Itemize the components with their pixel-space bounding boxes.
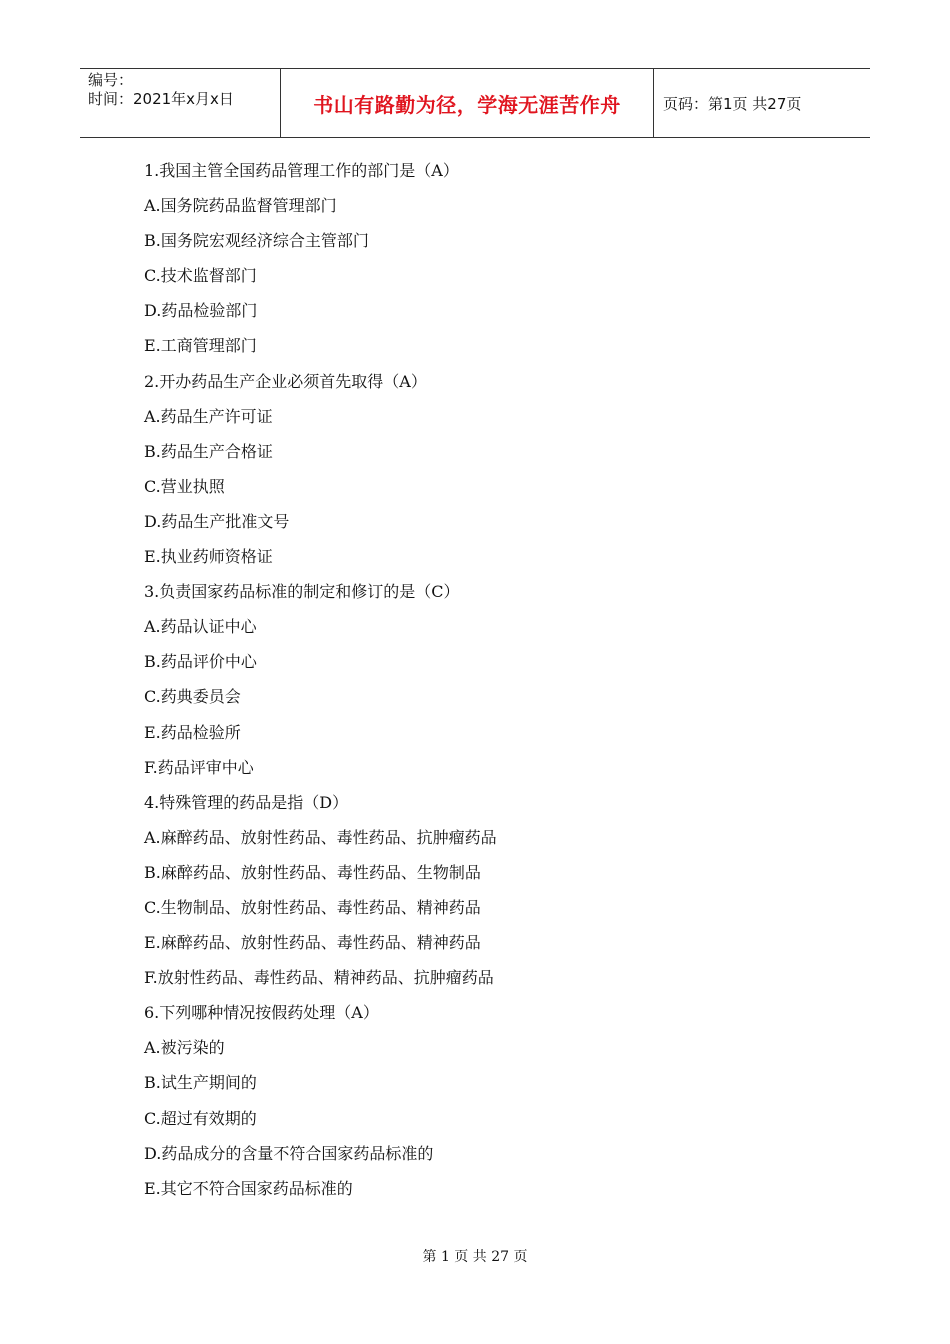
text-line: 4.特殊管理的药品是指（D）: [144, 792, 349, 812]
text-line: D.药品生产批准文号: [144, 511, 290, 531]
text-line: E.麻醉药品、放射性药品、毒性药品、精神药品: [144, 933, 481, 953]
text-line: B.国务院宏观经济综合主管部门: [144, 231, 369, 251]
text-line: C.药典委员会: [144, 687, 241, 707]
text-line: C.技术监督部门: [144, 266, 257, 286]
text-line: C.生物制品、放射性药品、毒性药品、精神药品: [144, 897, 481, 917]
header-meta: [80, 69, 281, 137]
text-line: B.药品评价中心: [144, 652, 257, 672]
text-line: 6.下列哪种情况按假药处理（A）: [144, 1003, 379, 1023]
text-line: B.试生产期间的: [144, 1073, 257, 1093]
text-line: A.麻醉药品、放射性药品、毒性药品、抗肿瘤药品: [144, 827, 497, 847]
text-line: C.营业执照: [144, 476, 225, 496]
text-line: D.药品成分的含量不符合国家药品标准的: [144, 1143, 434, 1163]
header-page-cell: [654, 69, 870, 137]
text-line: E.药品检验所: [144, 722, 241, 742]
text-line: E.其它不符合国家药品标准的: [144, 1178, 353, 1198]
motto: 书山有路勤为径，学海无涯苦作舟: [313, 92, 621, 117]
page-header: [80, 68, 870, 138]
text-line: D.药品检验部门: [144, 301, 258, 321]
page-footer: [0, 1246, 950, 1266]
number-label: 编号：: [88, 71, 134, 89]
text-line: 3.负责国家药品标准的制定和修订的是（C）: [144, 582, 460, 602]
footer-page-number: 第 1 页 共 27 页: [422, 1249, 528, 1265]
text-line: A.药品认证中心: [144, 617, 257, 637]
text-line: 1.我国主管全国药品管理工作的部门是（A）: [144, 161, 459, 180]
text-line: F.药品评审中心: [144, 757, 254, 777]
page-label: 页码：第1页 共27页: [663, 94, 802, 113]
text-line: B.药品生产合格证: [144, 441, 273, 461]
text-line: F.放射性药品、毒性药品、精神药品、抗肿瘤药品: [144, 968, 494, 988]
text-line: A.国务院药品监督管理部门: [144, 196, 337, 216]
text-line: 2.开办药品生产企业必须首先取得（A）: [144, 371, 427, 391]
text-line: A.被污染的: [144, 1038, 225, 1058]
document-body: [144, 158, 844, 1211]
text-line: E.执业药师资格证: [144, 547, 273, 567]
text-line: E.工商管理部门: [144, 336, 257, 356]
text-line: C.超过有效期的: [144, 1108, 257, 1128]
header-motto-cell: [281, 69, 654, 137]
text-line: A.药品生产许可证: [144, 406, 273, 426]
time-label: 时间：2021年x月x日: [88, 90, 234, 108]
text-line: B.麻醉药品、放射性药品、毒性药品、生物制品: [144, 862, 481, 882]
